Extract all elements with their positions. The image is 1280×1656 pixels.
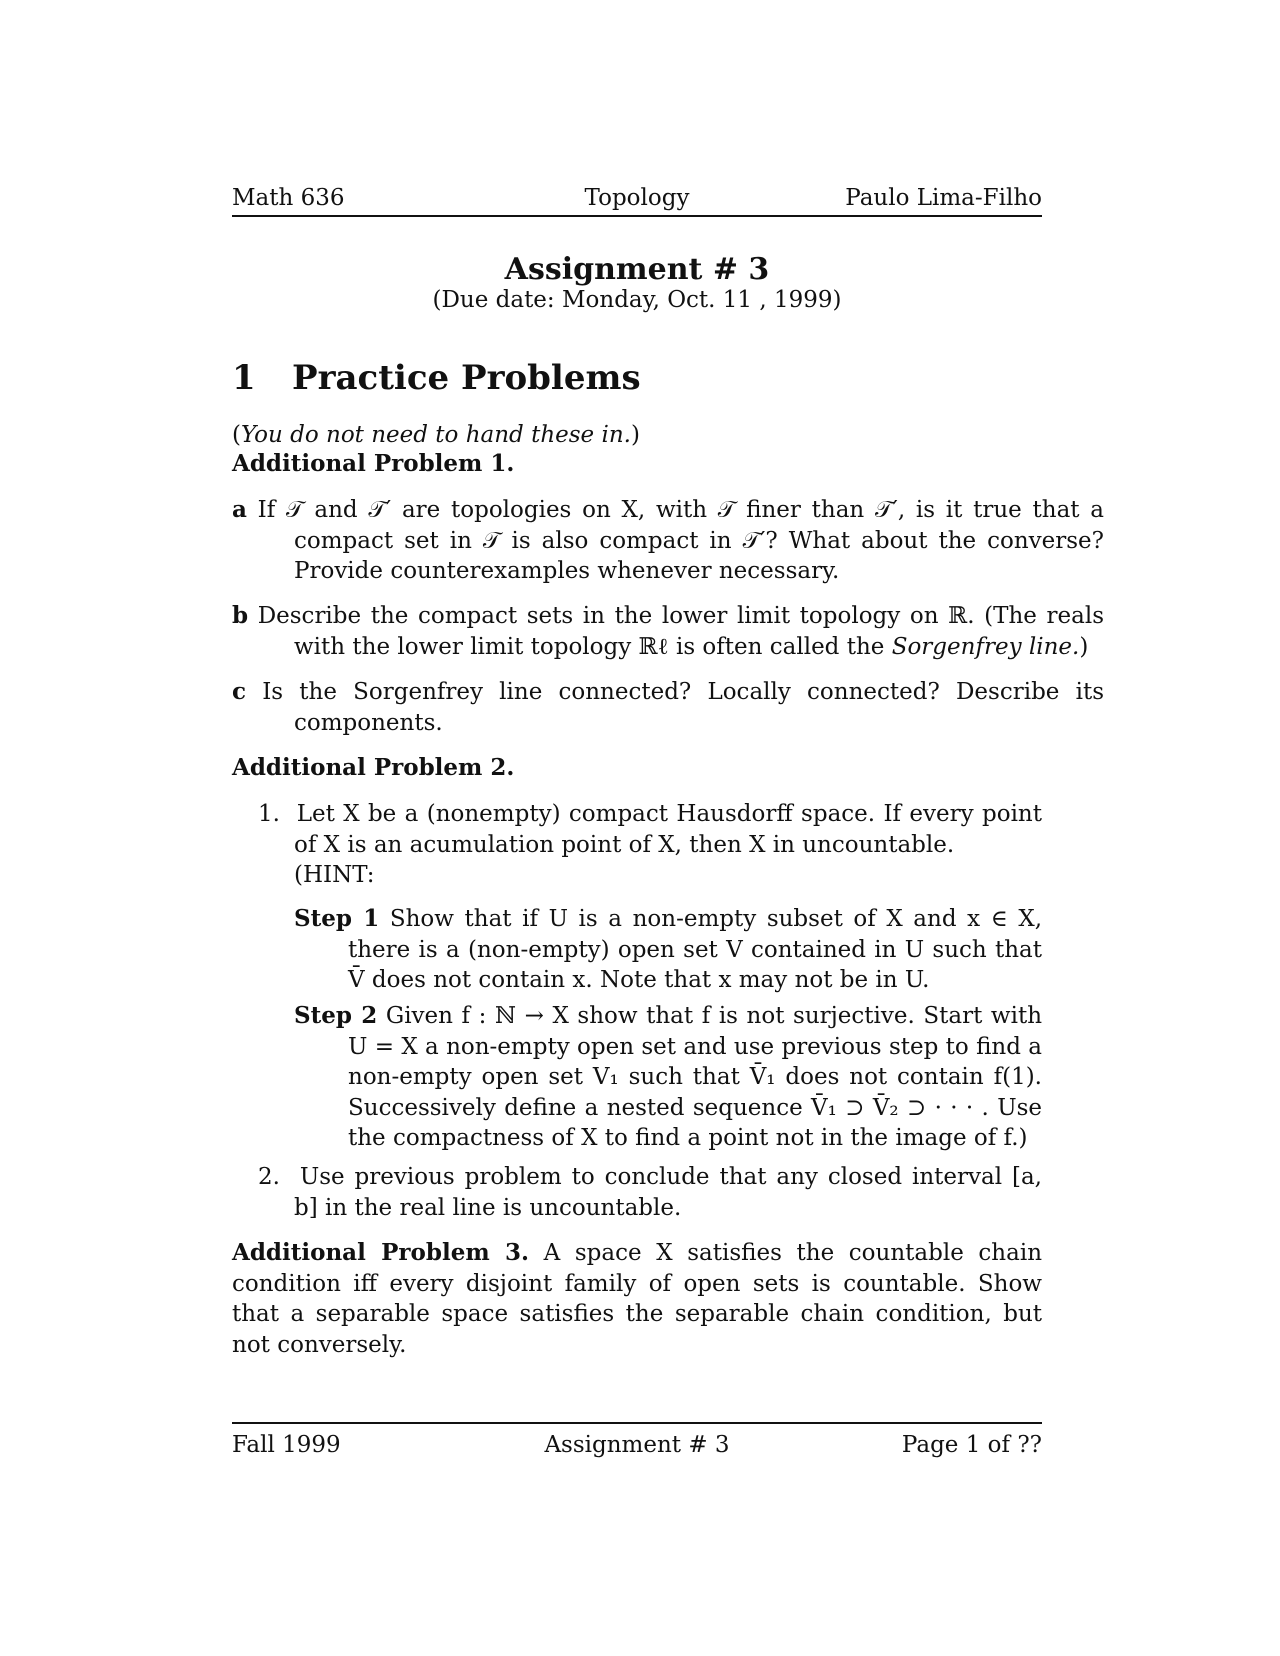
due-date: (Due date: Monday, Oct. 11 , 1999) (432, 287, 842, 313)
footer-assignment: Assignment # 3 (544, 1432, 730, 1458)
step-label: Step 2 (294, 1002, 378, 1029)
problem-2-heading: Additional Problem 2. (232, 754, 515, 781)
part-label: c (232, 678, 247, 705)
problem-2-step-1 (294, 904, 1042, 996)
step-label: Step 1 (294, 905, 380, 932)
problem-3 (232, 1238, 1042, 1360)
problem-2-item-2 (258, 1162, 1042, 1223)
problem-1-heading: Additional Problem 1. (232, 450, 515, 477)
problem-2-item-1 (258, 799, 1042, 891)
item-label: 1. (258, 801, 280, 827)
part-text: Is the Sorgenfrey line connected? Locally connected? Describe its components. (262, 679, 1104, 736)
step-text: Given f : ℕ → X show that f is not surjective. Start with U = X a non-empty open set and use previous step to find a non-empty open set V₁ such that V̄₁ does not contain f(1). Successively define a nested sequence V̄₁ ⊃ V̄₂ ⊃ · · · . Use the compactness of X to find a point not in the image of f.) (348, 1003, 1043, 1151)
problem-3-heading: Additional Problem 3. (232, 1239, 530, 1266)
problem-3-text: A space X satisfies the countable chain condition iff every disjoint family of open sets is countable. Show that a separable space satisfies the separable chain condition, but not conversely. (232, 1240, 1043, 1358)
part-label: b (232, 602, 249, 629)
item-text: Use previous problem to conclude that any closed interval [a, b] in the real line is uncountable. (294, 1164, 1042, 1221)
footer-term: Fall 1999 (232, 1432, 341, 1458)
practice-note-text: You do not need to hand these in. (240, 422, 631, 448)
problem-2-step-2 (294, 1001, 1042, 1154)
page-header (232, 183, 1042, 213)
header-author: Paulo Lima-Filho (845, 185, 1042, 211)
part-emph: Sorgenfrey line. (891, 633, 1080, 660)
problem-1-part-a (232, 495, 1104, 587)
problem-1-part-b: b Describe the compact sets in the lower limit topology on ℝ. (The reals with the lower limit topology ℝℓ is often called the Sorgenfrey line.) (232, 602, 1104, 660)
part-text: If 𝒯 and 𝒯′ are topologies on X, with 𝒯 finer than 𝒯′, is it true that a compact set in 𝒯 is also compact in 𝒯′? What about the converse? Provide counterexamples whenever necessary. (257, 497, 1104, 584)
section-title: Practice Problems (292, 358, 641, 398)
problem-1-part-c (232, 677, 1104, 738)
footer-page-number: Page 1 of ?? (901, 1432, 1042, 1458)
item-label: 2. (258, 1164, 280, 1190)
part-label: a (232, 496, 247, 523)
item-text: Let X be a (nonempty) compact Hausdorff space. If every point of X is an acumulation point of X, then X in uncountable. (294, 801, 1042, 858)
step-text: Show that if U is a non-empty subset of X and x ∈ X, there is a (non-empty) open set V contained in U such that V̄ does not contain x. Note that x may not be in U. (348, 906, 1042, 993)
hint-label: (HINT: (294, 862, 375, 888)
section-heading (232, 358, 641, 398)
page-footer (232, 1430, 1042, 1460)
footer-rule (232, 1422, 1042, 1424)
header-course: Math 636 (232, 185, 345, 211)
section-number: 1 (232, 358, 256, 398)
practice-note: (You do not need to hand these in.) (232, 422, 640, 448)
header-subject: Topology (584, 185, 690, 211)
part-text: Describe the compact sets in the lower limit topology on ℝ. (The reals with the lower limit topology ℝℓ is often called the (257, 603, 1104, 660)
assignment-title: Assignment # 3 (504, 252, 770, 287)
header-rule (232, 215, 1042, 217)
